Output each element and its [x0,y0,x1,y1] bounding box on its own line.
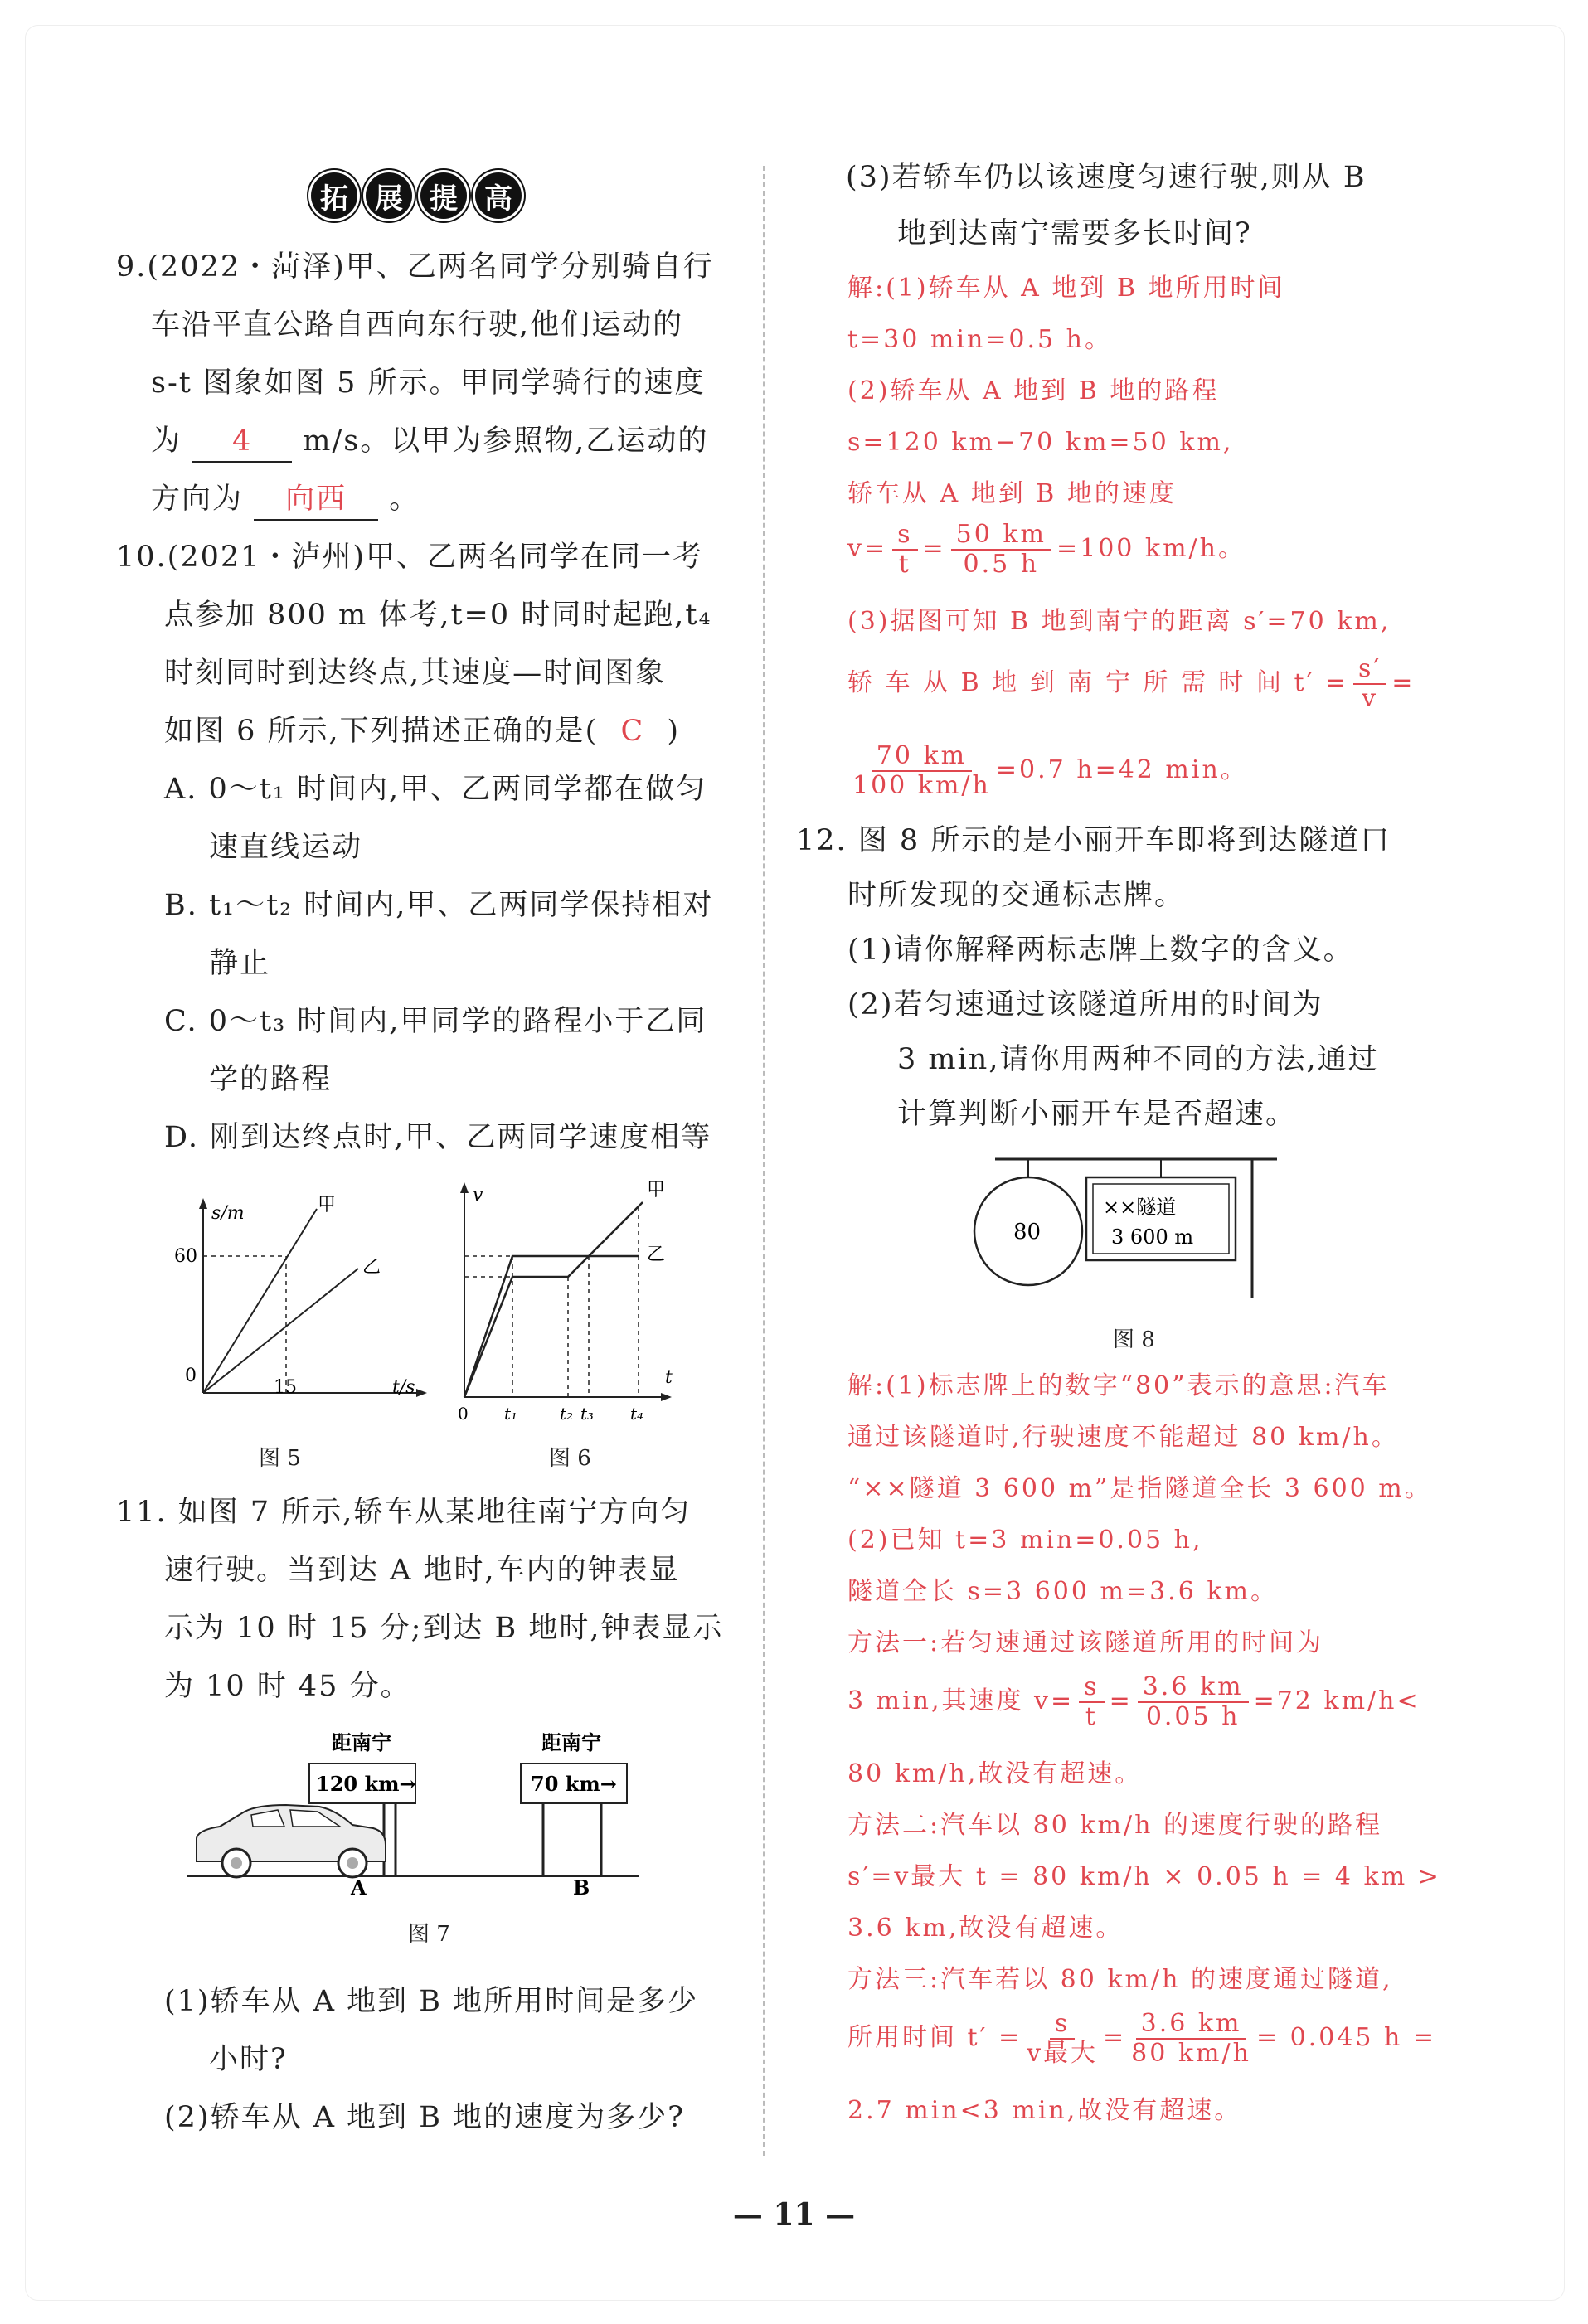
q11-sub: (1)轿车从 A 地到 B 地所用时间是多少 [164,1985,699,2018]
q11-line: 速行驶。当到达 A 地时,车内的钟表显 [164,1554,680,1587]
sol12-line: 3.6 km,故没有超速。 [847,1914,1124,1943]
fig6-tick: t₁ [504,1404,518,1424]
q10-option-b: B. t₁～t₂ 时间内,甲、乙两同学保持相对 [164,889,714,922]
q11-line: 示为 10 时 15 分;到达 B 地时,钟表显示 [164,1612,724,1645]
fraction [1138,1673,1249,1731]
title-char: 提 [420,172,467,219]
fraction-num: 3.6 km [1138,1673,1249,1703]
fig6-tick: t₃ [580,1404,595,1424]
formula-text: = [922,534,946,563]
title-char: 拓 [311,172,357,219]
q10-line: 时刻同时到达终点,其速度—时间图象 [164,657,667,690]
sol11-line: 解:(1)轿车从 A 地到 B 地所用时间 [847,274,1285,303]
fraction [1079,1673,1104,1731]
q10-line [164,711,680,751]
fraction-num: 70 km [872,742,972,772]
q11-line: 11. 如图 7 所示,轿车从某地往南宁方向匀 [116,1496,692,1529]
q10-option-a: A. 0～t₁ 时间内,甲、乙两同学都在做匀 [164,773,707,806]
fraction-num: s [1079,1673,1104,1703]
q11-sub: 小时? [209,2043,288,2076]
fig6-series2: 乙 [647,1244,666,1265]
q9-answer1: 4 [192,421,292,463]
sol11-line: s=120 km−70 km=50 km, [847,428,1234,457]
q12-line: 时所发现的交通标志牌。 [847,879,1186,912]
fig6-series1: 甲 [647,1180,666,1201]
fraction [852,742,991,800]
q10-option-c-cont: 学的路程 [209,1063,333,1096]
fig6-tick: t₂ [560,1404,574,1424]
formula-text: v= [847,534,888,563]
sol12-line: 方法三:汽车若以 80 km/h 的速度通过隧道, [847,1965,1393,1994]
sol12-line: 解:(1)标志牌上的数字“80”表示的意思:汽车 [847,1371,1390,1400]
formula-text: 轿 车 从 B 地 到 南 宁 所 需 时 间 t′ = [847,668,1349,697]
q10-option-b-cont: 静止 [209,947,271,980]
fig5-series2: 乙 [362,1257,381,1278]
fraction [1027,2010,1098,2068]
q9-line4-pre: 为 [151,425,182,458]
sol11-line: t=30 min=0.5 h。 [847,325,1112,354]
formula-text: = [1103,2023,1127,2052]
q11-sub: (3)若轿车仍以该速度匀速行驶,则从 B [846,161,1367,194]
figure-6-vt-graph [448,1177,688,1426]
q9-line: 车沿平直公路自西向东行驶,他们运动的 [151,308,684,342]
figure-8-caption: 图 8 [1113,1327,1155,1352]
section-title [311,172,522,219]
sol11-result-formula [847,742,1248,800]
fig7-sign1-title: 距南宁 [332,1730,391,1754]
formula-text: = [1109,1686,1133,1715]
sol11-line: (3)据图可知 B 地到南宁的距离 s′=70 km, [847,607,1391,636]
sol12-method1-formula [847,1673,1420,1731]
sol12-line: 通过该隧道时,行驶速度不能超过 80 km/h。 [847,1423,1399,1452]
fig6-tick: t₄ [630,1404,644,1424]
fig8-box-line2: 3 600 m [1111,1225,1194,1249]
fig6-origin: 0 [458,1404,469,1424]
fraction-den: v最大 [1027,2039,1099,2068]
formula-text: =100 km/h。 [1056,534,1246,563]
fraction [1131,2010,1251,2068]
q10-option-d: D. 刚到达终点时,甲、乙两同学速度相等 [164,1121,712,1154]
fig5-origin: 0 [185,1366,197,1386]
q10-answer: C [620,715,645,748]
fraction-den: t [898,550,911,579]
figure-7-car-signs [187,1729,659,1895]
q11-sub: (2)轿车从 A 地到 B 地的速度为多少? [164,2101,685,2134]
sol12-line: s′=v最大 t = 80 km/h × 0.05 h = 4 km > [847,1862,1441,1891]
fraction [892,521,917,579]
q10-line: 10.(2021・泸州)甲、乙两名同学在同一考 [116,541,704,574]
figure-8-traffic-signs [970,1152,1277,1310]
q10-line: 点参加 800 m 体考,t=0 时同时起跑,t₄ [164,599,712,632]
q9-line [151,421,708,463]
fig7-sign1-value: 120 km→ [316,1772,416,1796]
sol12-line: (2)已知 t=3 min=0.05 h, [847,1526,1203,1555]
sol12-line: 隧道全长 s=3 600 m=3.6 km。 [847,1577,1278,1606]
q9-line5-post: 。 [389,483,420,516]
title-char: 高 [475,172,522,219]
fraction-den: 100 km/h [852,771,991,800]
figure-7-caption: 图 7 [408,1922,450,1947]
fig5-y-tick: 60 [174,1246,197,1267]
sol12-line: 方法二:汽车以 80 km/h 的速度行驶的路程 [847,1811,1382,1840]
fraction-den: 0.05 h [1145,1702,1241,1731]
figure-5-st-graph [170,1186,444,1418]
fig7-label-a: A [351,1875,367,1895]
q9-line5-pre: 方向为 [151,483,244,516]
fig5-ylabel: s/m [211,1203,245,1224]
q11-line: 为 10 时 45 分。 [164,1670,411,1703]
sol12-method3-formula [847,2010,1436,2068]
fig6-ylabel: v [473,1185,483,1206]
fraction [1353,655,1386,713]
page-number: — 11 — [732,2197,856,2232]
formula-text: =72 km/h< [1253,1686,1420,1715]
sol11-speed-formula [847,521,1246,579]
fraction-den: 0.5 h [963,550,1040,579]
q11-sub: 地到达南宁需要多长时间? [897,217,1252,250]
sol11-line: 轿车从 A 地到 B 地的速度 [847,479,1177,508]
fig5-series1: 甲 [318,1195,337,1215]
fig5-line-yi [203,1269,358,1393]
fig8-box-line1: ××隧道 [1103,1196,1177,1219]
q9-answer2: 向西 [254,479,378,521]
fraction-num: 3.6 km [1136,2010,1247,2040]
fig6-line-jia [464,1202,643,1397]
q12-line: (1)请你解释两标志牌上数字的含义。 [847,934,1354,967]
sol12-line: 方法一:若匀速通过该隧道所用的时间为 [847,1628,1324,1657]
fraction-den: 80 km/h [1131,2039,1251,2068]
sol11-line: (2)轿车从 A 地到 B 地的路程 [847,376,1220,405]
fig6-xlabel: t [665,1367,673,1388]
fraction-den: t [1085,1702,1098,1731]
figure-6-caption: 图 6 [549,1446,591,1471]
q9-line: s-t 图象如图 5 所示。甲同学骑行的速度 [151,366,706,400]
fig5-xlabel: t/s [392,1377,415,1398]
fig8-circle-value: 80 [1013,1220,1042,1244]
q12-line: 计算判断小丽开车是否超速。 [897,1098,1297,1131]
formula-text: = [1391,668,1416,697]
column-divider [763,166,765,2156]
fig7-label-b: B [573,1875,590,1895]
q12-line: (2)若匀速通过该隧道所用的时间为 [847,988,1323,1021]
fraction [951,521,1051,579]
q9-line4-post: m/s。以甲为参照物,乙运动的 [303,425,709,458]
q10-line4-post: ) [667,715,681,748]
fraction-num: s [1050,2010,1075,2040]
formula-text: 所用时间 t′ = [847,2023,1022,2052]
fraction-den: v [1362,684,1379,713]
q10-option-c: C. 0～t₃ 时间内,甲同学的路程小于乙同 [164,1005,707,1038]
fig5-line-jia [203,1209,317,1393]
q10-option-a-cont: 速直线运动 [209,831,363,864]
q10-line4-pre: 如图 6 所示,下列描述正确的是( [164,715,599,748]
title-char: 展 [366,172,412,219]
fig5-x-tick: 15 [274,1377,297,1398]
fig7-sign2-value: 70 km→ [531,1772,617,1796]
formula-text: =0.7 h=42 min。 [995,755,1248,784]
formula-text: 3 min,其速度 v= [847,1686,1075,1715]
q9-line: 9.(2022・菏泽)甲、乙两名同学分别骑自行 [116,250,714,284]
formula-text: = 0.045 h = [1255,2023,1437,2052]
figure-5-caption: 图 5 [259,1446,301,1471]
car-icon [197,1805,386,1877]
q12-line: 12. 图 8 所示的是小丽开车即将到达隧道口 [796,824,1391,857]
sol12-line: “××隧道 3 600 m”是指隧道全长 3 600 m。 [847,1474,1432,1503]
fraction-num: 50 km [951,521,1051,551]
fraction-num: s′ [1353,655,1386,685]
fig7-sign2-title: 距南宁 [541,1730,601,1754]
sol12-line: 2.7 min<3 min,故没有超速。 [847,2096,1242,2125]
sol11-time-formula [847,655,1415,713]
fraction-num: s [892,521,917,551]
sol12-line: 80 km/h,故没有超速。 [847,1759,1143,1788]
q12-line: 3 min,请你用两种不同的方法,通过 [897,1043,1379,1076]
q9-line [151,479,420,521]
